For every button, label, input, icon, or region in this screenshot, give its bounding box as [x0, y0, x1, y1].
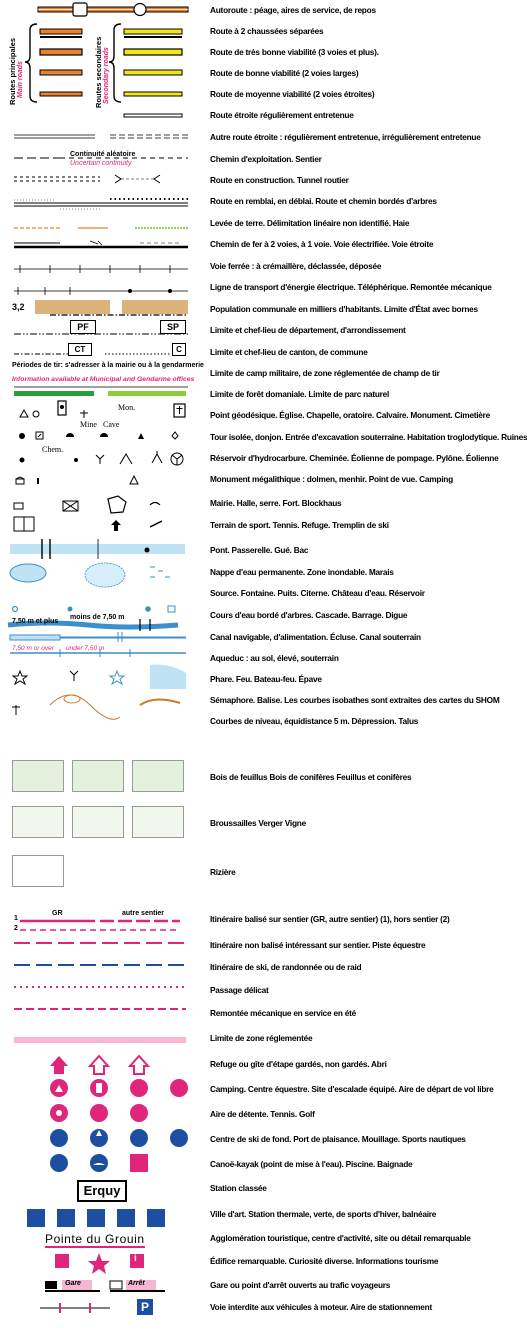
- canal-over-label-en: 7,50 m or over: [12, 645, 54, 652]
- legend-item: Autoroute : péage, aires de service, de repos: [210, 5, 376, 15]
- legend-item: Limite et chef-lieu de département, d'arrondissement: [210, 325, 406, 335]
- uncertain-continuity-label-en: Uncertain continuity: [70, 160, 132, 167]
- art-spa-icons: [27, 1209, 165, 1227]
- legend-item: Nappe d'eau permanente. Zone inondable. Marais: [210, 567, 394, 577]
- orchard-swatch: [72, 806, 124, 838]
- rack-railway-symbol: [14, 265, 188, 273]
- town-hall-fort-symbols: [14, 496, 160, 513]
- legend-item: Route en construction. Tunnel routier: [210, 175, 349, 185]
- embankment-road-symbol: [14, 199, 188, 209]
- legend-item: Sémaphore. Balise. Les courbes isobathes sont extraites des cartes du SHOM: [210, 695, 500, 705]
- point-symbols: [0, 400, 200, 490]
- motor-ban-symbol: [0, 1298, 200, 1318]
- marked-trail-symbol: [20, 921, 180, 930]
- tourism-item: Itinéraire de ski, de randonnée ou de raid: [210, 962, 362, 972]
- cave-label: Cave: [103, 420, 120, 429]
- ski-port-sport-icons: [50, 1129, 188, 1147]
- other-trail-label: autre sentier: [122, 910, 165, 917]
- legend-item: Tour isolée, donjon. Entrée d'excavation souterraine. Habitation troglodytique. Ruines: [210, 432, 527, 442]
- tourism-item: Voie interdite aux véhicules à moteur. Aire de stationnement: [210, 1302, 432, 1312]
- canal-under-label-en: under 7,50 m: [66, 645, 105, 652]
- tourism-item: Passage délicat: [210, 985, 269, 995]
- firing-period-label-en: Information available at Municipal and Gendarme offices: [12, 376, 195, 383]
- subprefecture-box: SP: [160, 320, 186, 334]
- tourism-item: Centre de ski de fond. Port de plaisance. Mouillage. Sports nautiques: [210, 1134, 466, 1144]
- megalith-camping-symbols: [16, 476, 138, 484]
- tourism-item: Agglomération touristique, centre d'activité, site ou détail remarquable: [210, 1233, 471, 1243]
- legend-item: Mairie. Halle, serre. Fort. Blockhaus: [210, 498, 342, 508]
- legend-item: Autre route étroite : régulièrement entretenue, irrégulièrement entretenue: [210, 132, 481, 142]
- main-roads: [40, 29, 82, 96]
- conifer-forest-swatch: [72, 760, 124, 792]
- vegetation-item: Rizière: [210, 867, 236, 877]
- monument-label: Mon.: [118, 403, 136, 412]
- legend-item: Route de bonne viabilité (2 voies larges): [210, 68, 359, 78]
- station-label: Gare: [65, 1280, 81, 1287]
- parking-icon: P: [137, 1299, 153, 1315]
- bridge-ford-symbols: [10, 539, 185, 559]
- tourism-item: Aire de détente. Tennis. Golf: [210, 1109, 315, 1119]
- legend-item: Route de très bonne viabilité (3 voies et plus).: [210, 47, 379, 57]
- classified-station-label: Erquy: [77, 1180, 127, 1202]
- legend-item: Route de moyenne viabilité (2 voies étroites): [210, 89, 375, 99]
- commune-chief-box: C: [172, 343, 186, 356]
- construction-tunnel-symbol: [14, 175, 160, 183]
- legend-item: Limite et chef-lieu de canton, de commune: [210, 347, 368, 357]
- legend-item: Limite de forêt domaniale. Limite de parc naturel: [210, 389, 390, 399]
- population-value: 3,2: [12, 302, 25, 312]
- prefecture-box: PF: [70, 320, 96, 334]
- info-icon: i: [134, 1253, 137, 1264]
- legend-item: Route à 2 chaussées séparées: [210, 26, 324, 36]
- legend-item: Pont. Passerelle. Gué. Bac: [210, 545, 309, 555]
- geodesic-church-symbols: [20, 401, 185, 418]
- legend-item: Limite de camp militaire, de zone réglementée de champ de tir: [210, 368, 440, 378]
- legend-item: Source. Fontaine. Puits. Citerne. Château d'eau. Réservoir: [210, 588, 425, 598]
- legend-item: Route étroite régulièrement entretenue: [210, 110, 354, 120]
- main-roads-label: Routes principales: [8, 37, 17, 105]
- legend-item: Ligne de transport d'énergie électrique. Téléphérique. Remontée mécanique: [210, 282, 492, 292]
- sport-tennis-refuge-symbols: [14, 517, 162, 531]
- vineyard-swatch: [132, 806, 184, 838]
- secondary-roads-label-en: Secondary roads: [103, 47, 110, 104]
- vegetation-item: Broussailles Verger Vigne: [210, 818, 306, 828]
- tourism-item: Station classée: [210, 1183, 267, 1193]
- legend-item: Phare. Feu. Bateau-feu. Épave: [210, 674, 322, 684]
- other-narrow-road-symbol: [14, 135, 188, 138]
- secondary-roads-label: Routes secondaires: [94, 36, 103, 108]
- tourism-item: Camping. Centre équestre. Site d'escalade équipé. Aire de départ de vol libre: [210, 1084, 494, 1094]
- broadleaf-forest-swatch: [12, 760, 64, 792]
- leisure-tennis-golf-icons: [50, 1104, 148, 1122]
- spring-well-symbols: [13, 606, 176, 612]
- legend-item: Cours d'eau bordé d'arbres. Cascade. Barrage. Digue: [210, 610, 408, 620]
- legend-item: Monument mégalithique : dolmen, menhir. Point de vue. Camping: [210, 474, 453, 484]
- railway-symbol: [14, 241, 188, 247]
- tourism-item: Itinéraire balisé sur sentier (GR, autre sentier) (1), hors sentier (2): [210, 914, 450, 924]
- canal-under-label: moins de 7,50 m: [70, 614, 125, 621]
- legend-item: Chemin de fer à 2 voies, à 1 voie. Voie électrifiée. Voie étroite: [210, 239, 434, 249]
- tourism-item: Remontée mécanique en service en été: [210, 1008, 356, 1018]
- firing-period-label: Périodes de tir: s'adresser à la mairie ou à la gendarmerie: [12, 362, 204, 369]
- canal-over-label: 7,50 m et plus: [12, 618, 59, 625]
- power-line-symbol: [14, 287, 188, 295]
- mine-label: Mine: [80, 420, 97, 429]
- gr-label: GR: [52, 910, 63, 917]
- uncertain-continuity-label: Continuité aléatoire: [70, 151, 136, 158]
- tower-cave-symbols: [19, 432, 178, 439]
- lake-marsh-symbols: [10, 563, 170, 587]
- trail-two-label: 2: [14, 925, 18, 932]
- motorway-symbol: [38, 3, 188, 16]
- main-roads-label-en: Main roads: [17, 61, 24, 98]
- legend-item: Voie ferrée : à crémaillère, déclassée, déposée: [210, 261, 382, 271]
- tourism-item: Refuge ou gîte d'étape gardés, non gardés. Abri: [210, 1059, 387, 1069]
- legend-item: Population communale en milliers d'habitants. Limite d'État avec bornes: [210, 304, 478, 314]
- trail-one-label: 1: [14, 915, 18, 922]
- population-state-boundary-symbol: [35, 300, 188, 315]
- vegetation-item: Bois de feuillus Bois de conifères Feuillus et conifères: [210, 772, 412, 782]
- legend-item: Aqueduc : au sol, élevé, souterrain: [210, 653, 339, 663]
- regulated-zone-swatch: [14, 1037, 186, 1043]
- scrub-swatch: [12, 806, 64, 838]
- legend-item: Courbes de niveau, équidistance 5 m. Dépression. Talus: [210, 716, 419, 726]
- chimney-label: Chem.: [42, 445, 64, 454]
- tourism-item: Édifice remarquable. Curiosité diverse. Informations tourisme: [210, 1256, 439, 1266]
- lighthouse-wreck-symbols: [13, 665, 186, 689]
- legend-item: Point géodésique. Église. Chapelle, oratoire. Calvaire. Monument. Cimetière: [210, 410, 491, 420]
- legend-item: Réservoir d'hydrocarbure. Cheminée. Éolienne de pompage. Pylône. Éolienne: [210, 453, 499, 463]
- stop-label: Arrêt: [128, 1280, 145, 1287]
- legend-item: Route en remblai, en déblai. Route et chemin bordés d'arbres: [210, 196, 437, 206]
- semaphore-contour-symbols: [12, 695, 180, 719]
- rice-field-swatch: [12, 855, 64, 887]
- tourism-item: Limite de zone réglementée: [210, 1033, 313, 1043]
- tourism-item: Gare ou point d'arrêt ouverts au trafic voyageurs: [210, 1280, 391, 1290]
- tourist-site-label: Pointe du Grouin: [45, 1232, 145, 1246]
- mixed-forest-swatch: [132, 760, 184, 792]
- tourism-icons: [0, 1046, 200, 1246]
- legend-item: Chemin d'exploitation. Sentier: [210, 154, 322, 164]
- camping-equestrian-icons: [50, 1079, 188, 1097]
- tourism-item: Itinéraire non balisé intéressant sur sentier. Piste équestre: [210, 940, 426, 950]
- canal-symbols: [10, 632, 186, 642]
- tourism-item: Canoë-kayak (point de mise à l'eau). Piscine. Baignade: [210, 1159, 413, 1169]
- legend-item: Levée de terre. Délimitation linéaire non identifié. Haie: [210, 218, 410, 228]
- station-symbols: [0, 1276, 200, 1296]
- legend-item: Terrain de sport. Tennis. Refuge. Tremplin de ski: [210, 520, 389, 530]
- secondary-roads: [124, 29, 182, 117]
- legend-item: Canal navigable, d'alimentation. Écluse. Canal souterrain: [210, 632, 421, 642]
- refuge-icons: [50, 1056, 148, 1074]
- trail-symbols: [0, 905, 200, 1015]
- canton-chief-box: CT: [68, 343, 92, 356]
- tourism-item: Ville d'art. Station thermale, verte, de sports d'hiver, balnéaire: [210, 1209, 437, 1219]
